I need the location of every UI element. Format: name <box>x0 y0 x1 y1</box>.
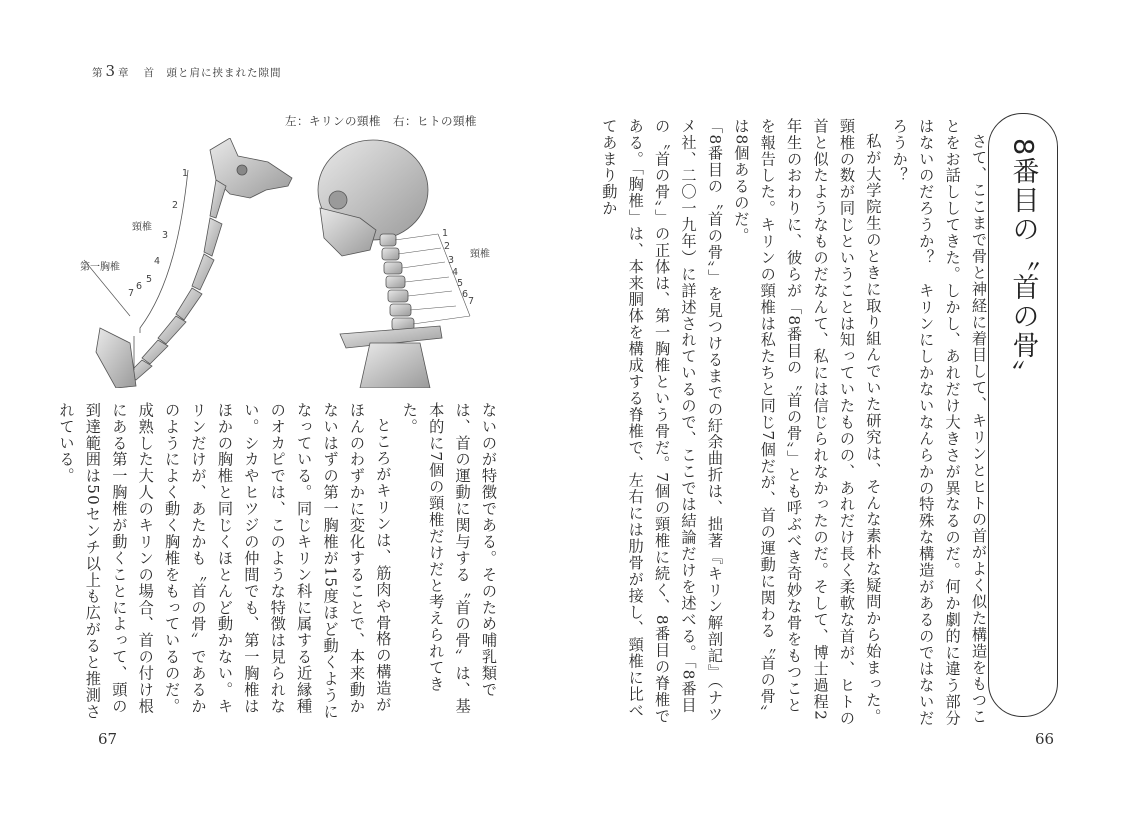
giraffe-thoracic-label: 第一胸椎 <box>80 262 120 273</box>
body-paragraph: 私が大学院生のときに取り組んでいた研究は、そんな素朴な疑問から始まった。頸椎の数が同じということは知っていたものの、あれだけ長く柔軟な首が、ヒトの首と似たようなものだなんて、私には信じられなかったのだ。そして、博士過程2年生のおわりに、彼らが「8番目の〝首の骨〟」とも呼ぶべき奇妙な骨をもつことを報告した。キリンの頸椎は私たちと同じ7個だが、首の運動に関わる〝首の骨〟は8個あるのだ。 <box>732 118 883 727</box>
human-vertebra-number: 6 <box>462 289 469 300</box>
section-heading-box <box>988 113 1058 717</box>
giraffe-vertebra-number: 6 <box>136 281 143 292</box>
human-vertebra-number: 5 <box>457 278 464 289</box>
human-skull <box>318 140 428 256</box>
human-vertebra-number: 4 <box>452 267 459 278</box>
body-paragraph: さて、ここまで骨と神経に着目して、キリンとヒトの首がよく似た構造をもつことをお話ししてきた。しかし、あれだけ大きさが異なるのだ。何か劇的に違う部分はないのだろうか？ キリンにしかないなんらかの特殊な構造があるのではないだろうか？ <box>890 118 988 727</box>
right-page <box>570 0 1140 815</box>
giraffe-vertebra-number: 4 <box>154 256 161 267</box>
section-heading: 8番目の〝首の骨〟 <box>1007 138 1039 390</box>
chapter-title: 首 頭と肩に挟まれた隙間 <box>143 67 282 79</box>
body-paragraph: ないのが特徴である。そのため哺乳類では、首の運動に関与する〝首の骨〟は、基本的に7個の頸椎だけだと考えられてきた。 <box>400 402 498 715</box>
giraffe-vertebra-number: 1 <box>182 168 189 179</box>
right-body-text <box>600 118 992 728</box>
human-vertebra-number: 2 <box>444 241 451 252</box>
human-neck <box>340 234 442 388</box>
body-paragraph: ところがキリンは、筋肉や骨格の構造がほんのわずかに変化することで、本来動かないはずの第一胸椎が15度ほど動くようになっている。同じキリン科に属する近縁種のオカピでは、このような特徴は見られない。シカやヒツジの仲間でも、第一胸椎はほかの胸椎と同じくほとんど動かない。キリンだけが、あたかも〝首の骨〟であるかのようによく動く胸椎をもっているのだ。成熟した大人のキリンの場合、首の付け根にある第一胸椎が動くことによって、頭の到達範囲は50センチ以上も広がると推測されている。 <box>57 402 393 720</box>
giraffe-vertebra-number: 7 <box>128 288 135 299</box>
figure-caption: 左：キリンの頸椎 右：ヒトの頸椎 <box>285 114 477 128</box>
giraffe-vertebra-number: 3 <box>162 230 169 241</box>
running-head <box>92 62 282 80</box>
chapter-suffix: 章 <box>118 67 130 79</box>
page-number: 66 <box>1035 730 1055 748</box>
chapter-number: 3 <box>105 62 117 80</box>
chapter-prefix: 第 <box>92 67 104 79</box>
human-cervical-label: 頸椎 <box>470 249 490 260</box>
giraffe-cervical-label: 頸椎 <box>132 222 152 233</box>
giraffe-vertebra-number: 2 <box>172 200 179 211</box>
left-body-text <box>57 402 502 722</box>
body-paragraph: 「8番目の〝首の骨〟」を見つけるまでの紆余曲折は、拙著『キリン解剖記』（ナツメ社、二〇一九年）に詳述されているので、ここでは結論だけを述べる。「8番目の〝首の骨〟」の正体は、第一胸椎という骨だ。7個の頸椎に続く、8番目の脊椎である。「胸椎」は、本来胴体を構成する脊椎で、左右には肋骨が接し、頸椎に比べてあまり動か <box>600 118 724 725</box>
giraffe-vertebra-number: 5 <box>146 274 153 285</box>
page-number: 67 <box>98 730 118 748</box>
human-vertebra-number: 3 <box>448 255 455 266</box>
skeleton-figure <box>70 138 510 388</box>
human-vertebra-number: 1 <box>442 228 449 239</box>
skeleton-illustration <box>70 138 510 388</box>
giraffe-neck <box>96 180 226 388</box>
human-vertebra-number: 7 <box>468 296 475 307</box>
